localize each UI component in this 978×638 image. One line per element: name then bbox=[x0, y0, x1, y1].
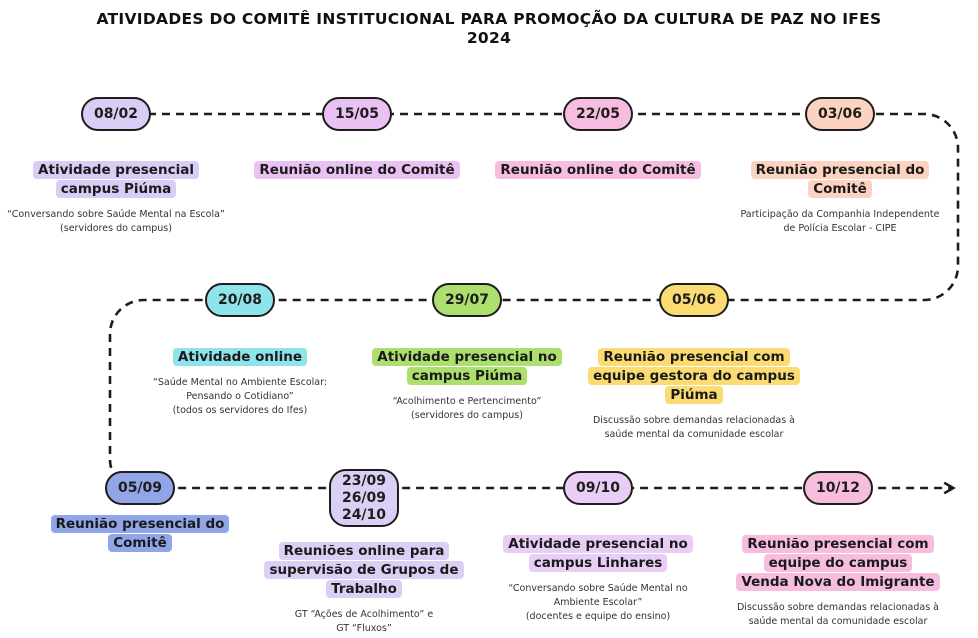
event-description: Discussão sobre demandas relacionadas à saúde mental da comunidade escolar bbox=[592, 415, 795, 440]
event-block bbox=[574, 347, 814, 442]
event-block bbox=[20, 514, 260, 552]
event-description: “Acolhimento e Pertencimento” (servidores do campus) bbox=[392, 396, 542, 421]
event-description: Participação da Companhia Independente de Polícia Escolar - CIPE bbox=[740, 209, 940, 234]
event-description: Discussão sobre demandas relacionadas à saúde mental da comunidade escolar bbox=[736, 602, 939, 627]
page-title: ATIVIDADES DO COMITÊ INSTITUCIONAL PARA PROMOÇÃO DA CULTURA DE PAZ NO IFES bbox=[96, 10, 882, 28]
event-title: Atividade presencial no campus Piúma bbox=[372, 348, 561, 385]
date-node: 10/12 bbox=[803, 471, 873, 505]
event-block bbox=[120, 347, 360, 418]
date-node: 22/05 bbox=[563, 97, 633, 131]
date-node: 05/09 bbox=[105, 471, 175, 505]
event-title: Reunião presencial com equipe gestora do campus Piúma bbox=[588, 348, 800, 404]
event-block bbox=[478, 160, 718, 179]
event-block bbox=[718, 534, 958, 629]
event-title: Reunião online do Comitê bbox=[495, 161, 700, 179]
date-node: 08/02 bbox=[81, 97, 151, 131]
event-description: “Conversando sobre Saúde Mental na Escola” (servidores do campus) bbox=[7, 209, 225, 234]
date-node: 03/06 bbox=[805, 97, 875, 131]
date-node: 20/08 bbox=[205, 283, 275, 317]
event-title: Reunião online do Comitê bbox=[254, 161, 459, 179]
date-node: 15/05 bbox=[322, 97, 392, 131]
event-title: Atividade presencial campus Piúma bbox=[33, 161, 199, 198]
date-node: 09/10 bbox=[563, 471, 633, 505]
event-block bbox=[720, 160, 960, 236]
event-block bbox=[237, 160, 477, 179]
event-title: Atividade online bbox=[173, 348, 307, 366]
event-title: Atividade presencial no campus Linhares bbox=[503, 535, 692, 572]
event-block bbox=[244, 541, 484, 636]
event-description: GT “Ações de Acolhimento” e GT “Fluxos” bbox=[294, 609, 434, 634]
event-title: Reunião presencial do Comitê bbox=[751, 161, 930, 198]
event-title: Reunião presencial do Comitê bbox=[51, 515, 230, 552]
event-title: Reunião presencial com equipe do campus Venda Nova do Imigrante bbox=[736, 535, 939, 591]
event-title: Reuniões online para supervisão de Grupos de Trabalho bbox=[264, 542, 463, 598]
date-node: 05/06 bbox=[659, 283, 729, 317]
event-description: “Conversando sobre Saúde Mental no Ambiente Escolar” (docentes e equipe do ensino) bbox=[508, 583, 688, 622]
event-block bbox=[478, 534, 718, 624]
event-block bbox=[0, 160, 236, 236]
date-node: 29/07 bbox=[432, 283, 502, 317]
event-block bbox=[347, 347, 587, 423]
event-description: “Saúde Mental no Ambiente Escolar: Pensando o Cotidiano” (todos os servidores do Ifes) bbox=[152, 377, 328, 416]
date-node: 23/09 26/09 24/10 bbox=[329, 469, 399, 527]
page-subtitle-year: 2024 bbox=[466, 29, 512, 47]
